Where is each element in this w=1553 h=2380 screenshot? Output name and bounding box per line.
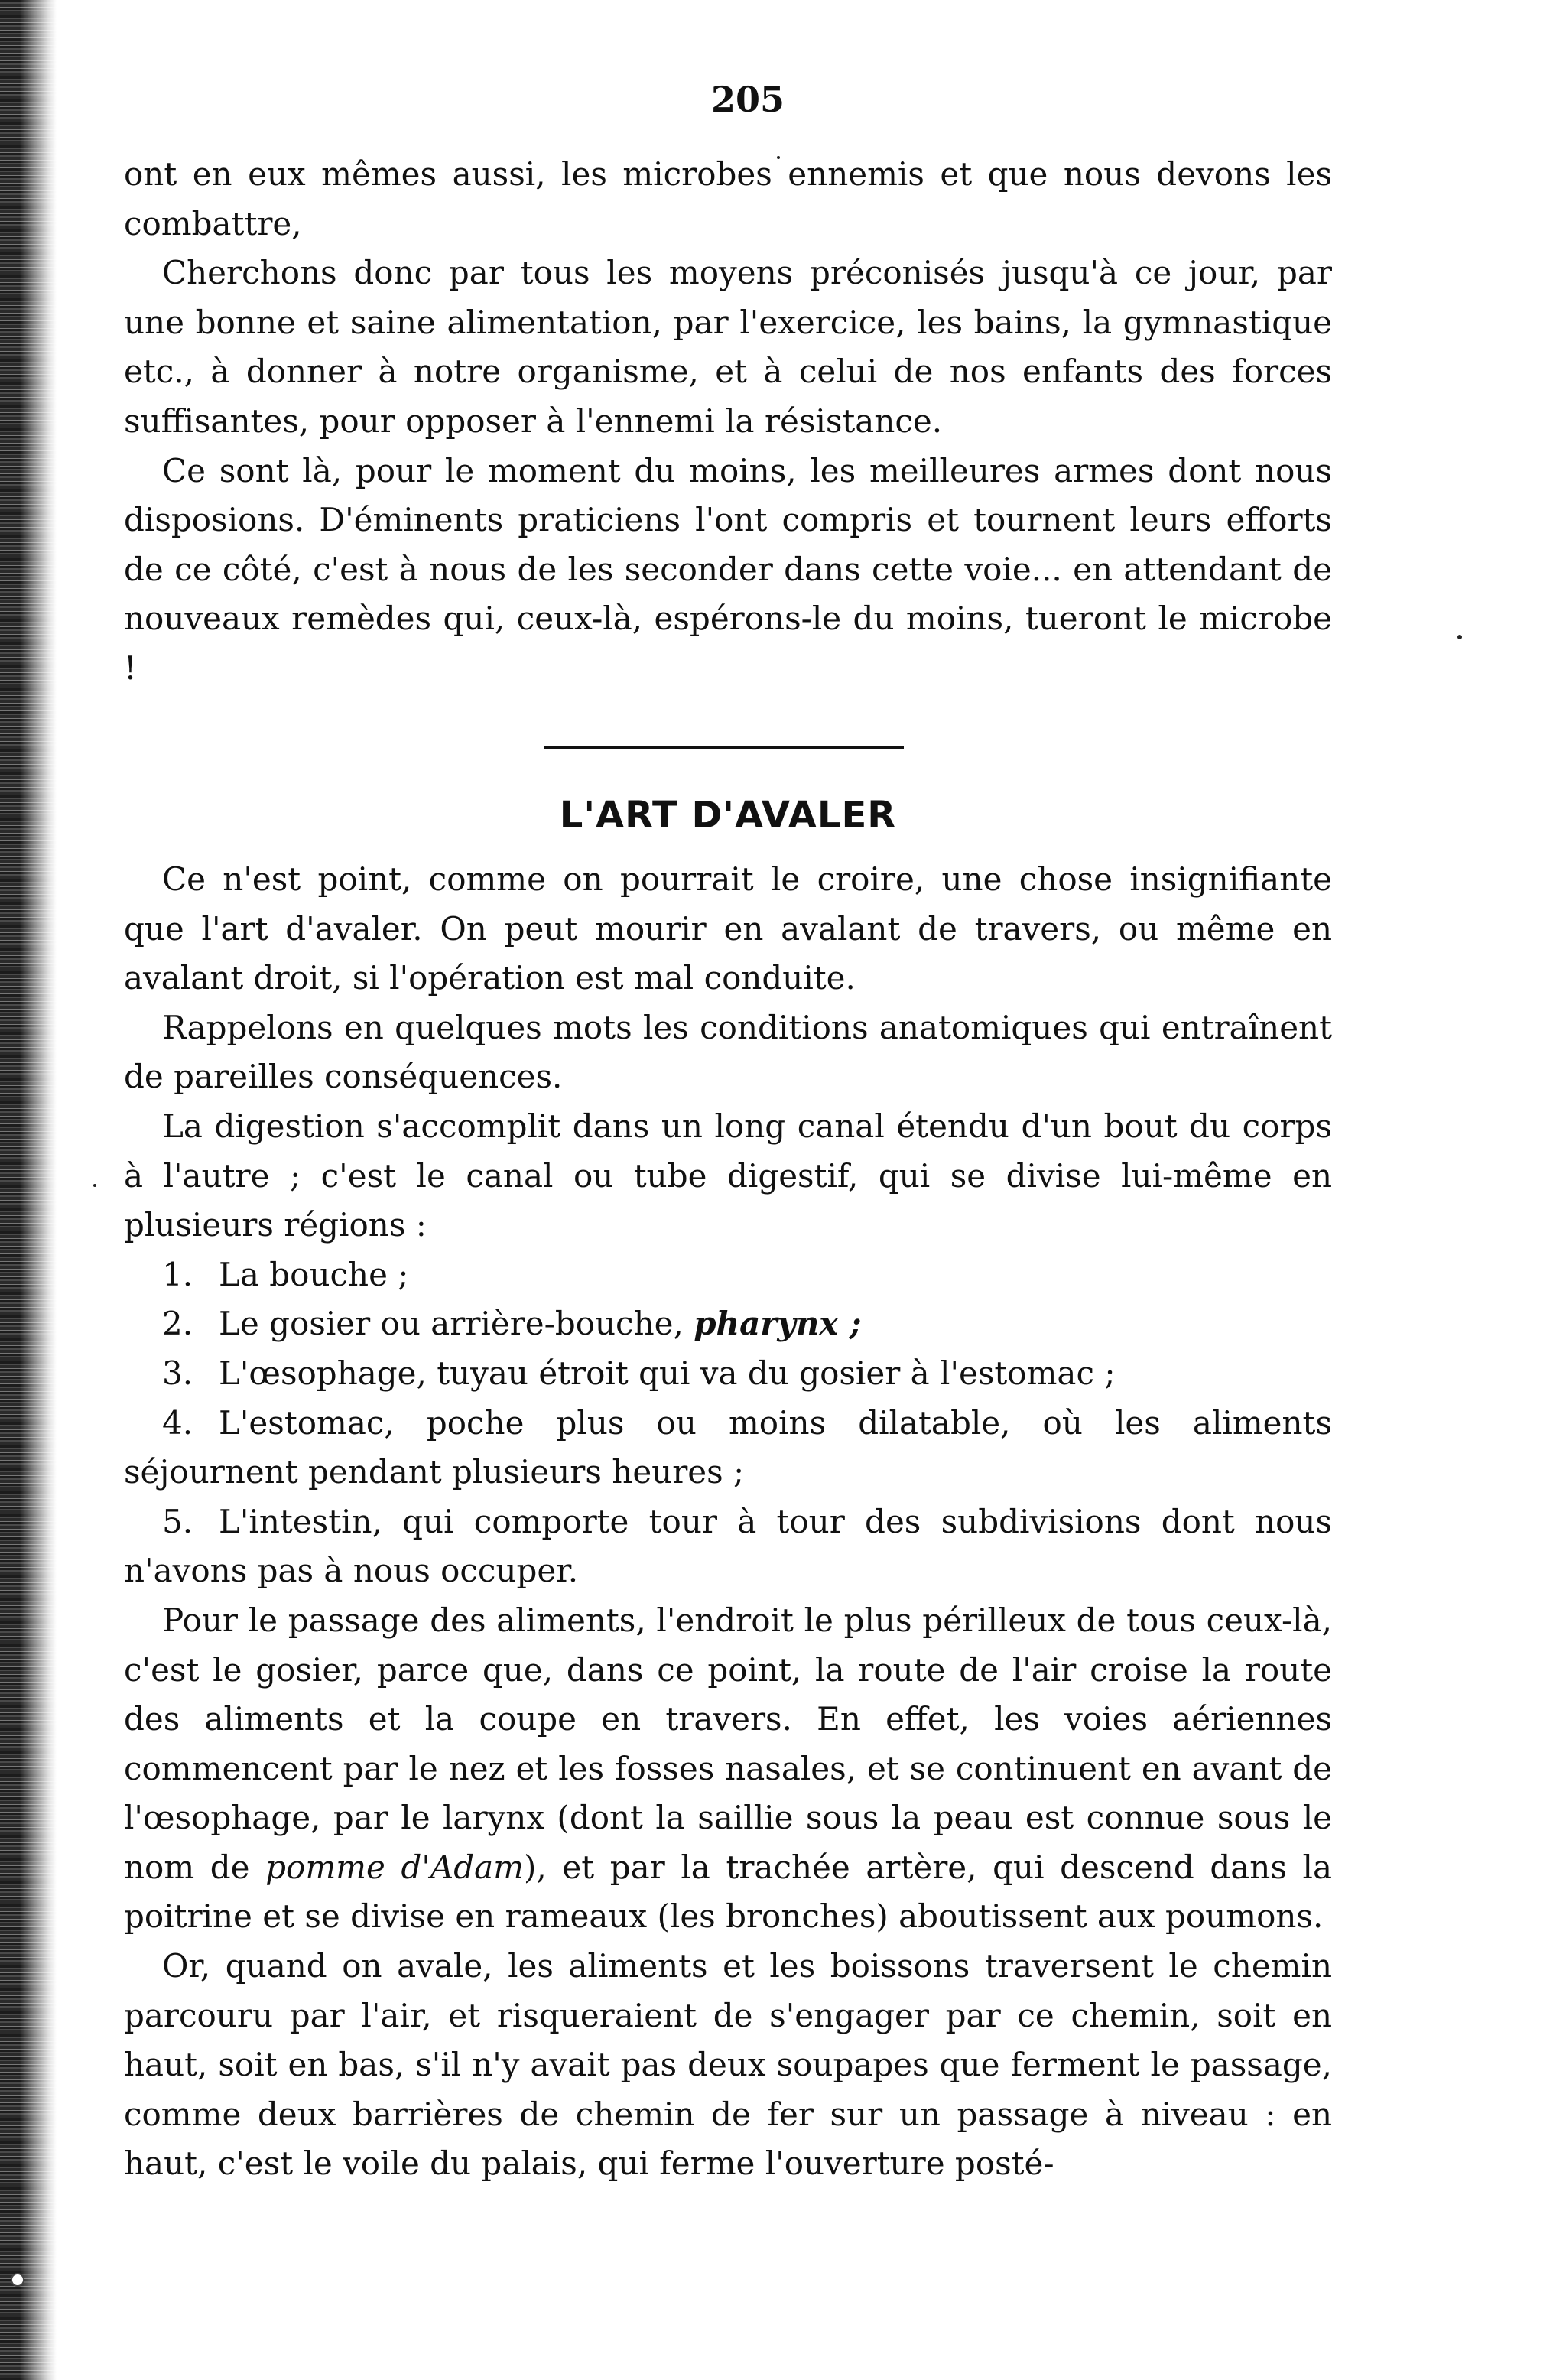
paragraph-text: ), et par la trachée artère, qui descend dans la poitrine et se divise en rameaux (les bronches) aboutissent aux poumons. — [124, 1848, 1332, 1936]
paragraph: Cherchons donc par tous les moyens préconisés jusqu'à ce jour, par une bonne et saine alimentation, par l'exercice, les bains, la gymnastique etc., à donner à notre organisme, et à celui de nos enfants des forces suffisantes, pour opposer à l'ennemi la résistance. — [124, 254, 1332, 440]
scanned-binding-edge — [0, 0, 57, 2380]
binding-hole-mark — [11, 2273, 24, 2287]
italic-term: pomme d'Adam — [265, 1848, 524, 1886]
list-item-text: L'intestin, qui comporte tour à tour des subdivisions dont nous n'avons pas à nous occuper. — [124, 1502, 1332, 1590]
list-item-text: L'œsophage, tuyau étroit qui va du gosier à l'estomac ; — [219, 1354, 1116, 1392]
paragraph — [124, 1596, 1332, 1942]
paragraph: Ce sont là, pour le moment du moins, les meilleures armes dont nous disposions. D'éminents praticiens l'ont compris et tournent leurs efforts de ce côté, c'est à nous de les seconder dans cette voie... en attendant de nouveaux remèdes qui, ceux-là, espérons-le du moins, tueront le microbe ! — [124, 451, 1332, 687]
scan-speck — [93, 1184, 96, 1187]
paragraph: ont en eux mêmes aussi, les microbes ennemis et que nous devons les combattre, — [124, 155, 1332, 242]
paragraph: Rappelons en quelques mots les conditions anatomiques qui entraînent de pareilles conséquences. — [124, 1008, 1332, 1096]
list-item-number: 4. — [162, 1403, 193, 1442]
list-item-number: 3. — [162, 1354, 193, 1392]
list-item-number: 1. — [162, 1255, 193, 1293]
list-item — [124, 1497, 1332, 1596]
paragraph: Ce n'est point, comme on pourrait le croire, une chose insignifiante que l'art d'avaler. On peut mourir en avalant de travers, ou même en avalant droit, si l'opération est mal conduite. — [124, 860, 1332, 997]
list-item-text: L'estomac, poche plus ou moins dilatable, où les aliments séjournent pendant plusieurs heures ; — [124, 1403, 1332, 1491]
paragraph: Or, quand on avale, les aliments et les boissons traversent le chemin parcouru par l'air, et risqueraient de s'engager par ce chemin, soit en haut, soit en bas, s'il n'y avait pas deux soupapes que ferment le passage, comme deux barrières de chemin de fer sur un passage à niveau : en haut, c'est le voile du palais, qui ferme l'ouverture posté- — [124, 1947, 1332, 2183]
section-title: L'ART D'AVALER — [559, 794, 897, 837]
section-divider — [544, 746, 904, 749]
list-item-number: 5. — [162, 1502, 193, 1540]
list-item — [124, 1399, 1332, 1497]
list-item-text: La bouche ; — [219, 1255, 409, 1293]
list-item-number: 2. — [162, 1305, 193, 1343]
list-item — [124, 1349, 1332, 1399]
top-text-block — [124, 150, 1332, 694]
paragraph: La digestion s'accomplit dans un long canal étendu d'un bout du corps à l'autre ; c'est le canal ou tube digestif, qui se divise lui-même en plusieurs régions : — [124, 1107, 1332, 1244]
paragraph-text: Pour le passage des aliments, l'endroit le plus périlleux de tous ceux-là, c'est le gosier, parce que, dans ce point, la route de l'air croise la route des aliments et la coupe en travers. En effet, les voies aériennes commencent par le nez et les fosses nasales, et se continuent en avant de l'œsophage, par le larynx (dont la saillie sous la peau est connue sous le nom de — [124, 1601, 1332, 1886]
list-item — [124, 1299, 1332, 1349]
scan-speck — [1457, 635, 1462, 639]
page-number: 205 — [710, 79, 785, 120]
section-text-block — [124, 855, 1332, 2189]
list-item — [124, 1250, 1332, 1300]
list-item-italic-term: pharynx ; — [694, 1305, 862, 1343]
list-item-text: Le gosier ou arrière-bouche, — [219, 1305, 694, 1343]
